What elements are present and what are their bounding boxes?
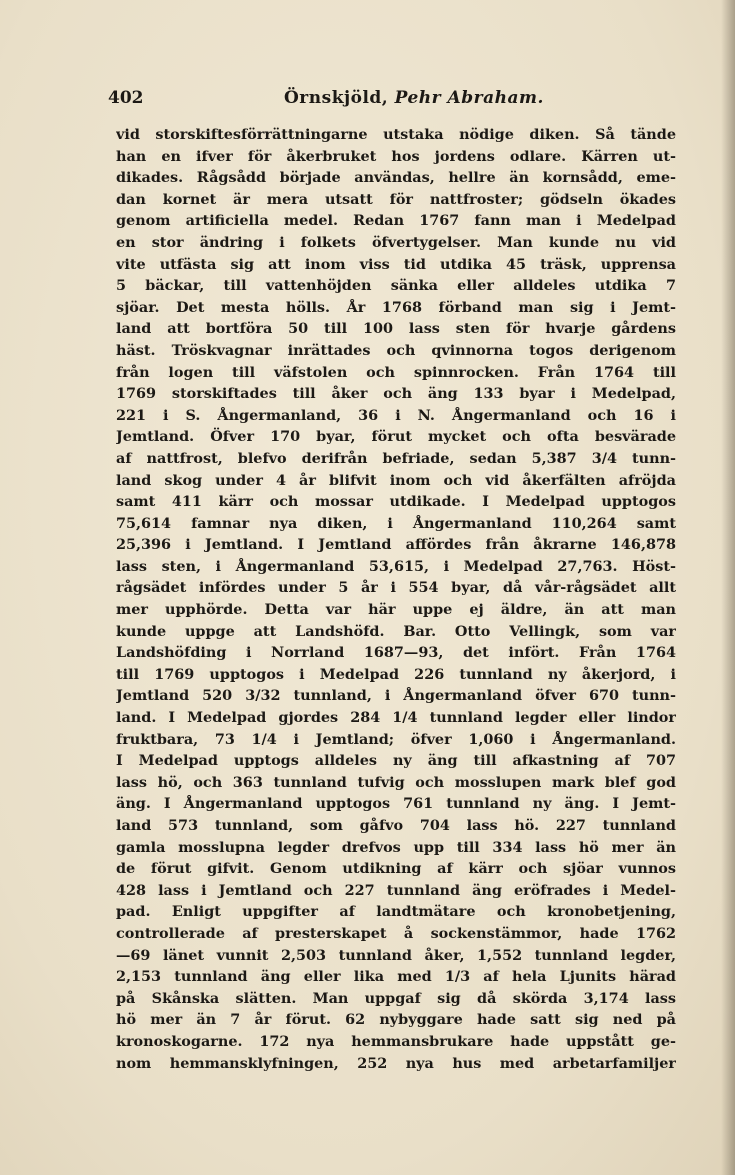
text-line: samt 411 kärr och mossar utdikade. I Medelpad upptogos xyxy=(116,493,676,511)
text-line: dikades. Rågsådd började användas, hellre än kornsådd, eme- xyxy=(116,169,676,187)
text-line: vid storskiftesförrättningarne utstaka nödige diken. Så tände xyxy=(116,126,676,143)
text-line: från logen till väfstolen och spinnrocken. Från 1764 till xyxy=(116,363,676,381)
running-head xyxy=(284,88,544,108)
text-line: 1769 storskiftades till åker och äng 133 byar i Medelpad, xyxy=(116,385,676,403)
text-line: en stor ändring i folkets öfvertygelser. Man kunde nu vid xyxy=(116,233,676,251)
text-line: Jemtland. Öfver 170 byar, förut mycket och ofta besvärade xyxy=(116,428,676,446)
text-line: Jemtland 520 3/32 tunnland, i Ångermanland öfver 670 tunn- xyxy=(116,687,676,705)
text-line: dan kornet är mera utsatt för nattfroster; gödseln ökades xyxy=(116,190,676,208)
text-line: af nattfrost, blefvo derifrån befriade, sedan 5,387 3/4 tunn- xyxy=(116,449,676,467)
text-line: —69 länet vunnit 2,503 tunnland åker, 1,552 tunnland legder, xyxy=(116,946,676,964)
running-head-surname: Örnskjöld, xyxy=(284,88,389,108)
page-header xyxy=(108,88,668,114)
text-line: han en ifver för åkerbruket hos jordens odlare. Kärren ut- xyxy=(116,147,676,165)
text-line: land 573 tunnland, som gåfvo 704 lass hö. 227 tunnland xyxy=(116,817,676,834)
text-line: pad. Enligt uppgifter af landtmätare och kronobetjening, xyxy=(116,903,676,921)
text-line: 428 lass i Jemtland och 227 tunnland äng eröfrades i Medel- xyxy=(116,881,676,899)
page-number: 402 xyxy=(108,88,144,108)
body-text xyxy=(116,124,676,1074)
text-line: 221 i S. Ångermanland, 36 i N. Ångermanland och 16 i xyxy=(116,406,676,424)
text-line: 25,396 i Jemtland. I Jemtland affördes från åkrarne 146,878 xyxy=(116,536,676,554)
text-line: 75,614 famnar nya diken, i Ångermanland 110,264 samt xyxy=(116,514,676,532)
text-line: rågsädet infördes under 5 år i 554 byar, då vår-rågsädet allt xyxy=(116,579,676,597)
text-line: fruktbara, 73 1/4 i Jemtland; öfver 1,060 i Ångermanland. xyxy=(116,730,676,748)
text-line: 2,153 tunnland äng eller lika med 1/3 af hela Ljunits härad xyxy=(116,968,676,986)
text-line: Landshöfding i Norrland 1687—93, det infört. Från 1764 xyxy=(116,644,676,662)
text-line: vite utfästa sig att inom viss tid utdika 45 träsk, upprensa xyxy=(116,255,676,273)
running-head-given-name: Pehr Abraham. xyxy=(394,88,544,108)
text-line: I Medelpad upptogs alldeles ny äng till afkastning af 707 xyxy=(116,752,676,770)
text-line: mer upphörde. Detta var här uppe ej äldre, än att man xyxy=(116,601,676,619)
text-line: 5 bäckar, till vattenhöjden sänka eller alldeles utdika 7 xyxy=(116,277,676,295)
page-edge-shadow xyxy=(721,0,735,1175)
text-line: äng. I Ångermanland upptogos 761 tunnland ny äng. I Jemt- xyxy=(116,795,676,813)
text-line: sjöar. Det mesta hölls. År 1768 förband man sig i Jemt- xyxy=(116,298,676,316)
text-line: controllerade af presterskapet å sockenstämmor, hade 1762 xyxy=(116,924,676,942)
text-line: kronoskogarne. 172 nya hemmansbrukare hade uppstått ge- xyxy=(116,1032,676,1050)
text-line: land att bortföra 50 till 100 lass sten för hvarje gårdens xyxy=(116,320,676,338)
text-line: häst. Tröskvagnar inrättades och qvinnorna togos derigenom xyxy=(116,341,676,359)
text-line: land. I Medelpad gjordes 284 1/4 tunnland legder eller lindor xyxy=(116,709,676,727)
text-line: till 1769 upptogos i Medelpad 226 tunnland ny åkerjord, i xyxy=(116,665,676,683)
text-line: genom artificiella medel. Redan 1767 fann man i Medelpad xyxy=(116,212,676,230)
text-line: de förut gifvit. Genom utdikning af kärr och sjöar vunnos xyxy=(116,860,676,878)
text-line: lass hö, och 363 tunnland tufvig och mosslupen mark blef god xyxy=(116,773,676,791)
text-line: nom hemmansklyfningen, 252 nya hus med arbetarfamiljer xyxy=(116,1054,676,1072)
text-line: lass sten, i Ångermanland 53,615, i Medelpad 27,763. Höst- xyxy=(116,557,676,575)
text-line: gamla mosslupna legder drefvos upp till 334 lass hö mer än xyxy=(116,838,676,856)
text-line: hö mer än 7 år förut. 62 nybyggare hade satt sig ned på xyxy=(116,1011,676,1029)
text-line: på Skånska slätten. Man uppgaf sig då skörda 3,174 lass xyxy=(116,989,676,1007)
text-line: land skog under 4 år blifvit inom och vid åkerfälten afröjda xyxy=(116,471,676,489)
text-line: kunde uppge att Landshöfd. Bar. Otto Vellingk, som var xyxy=(116,622,676,640)
